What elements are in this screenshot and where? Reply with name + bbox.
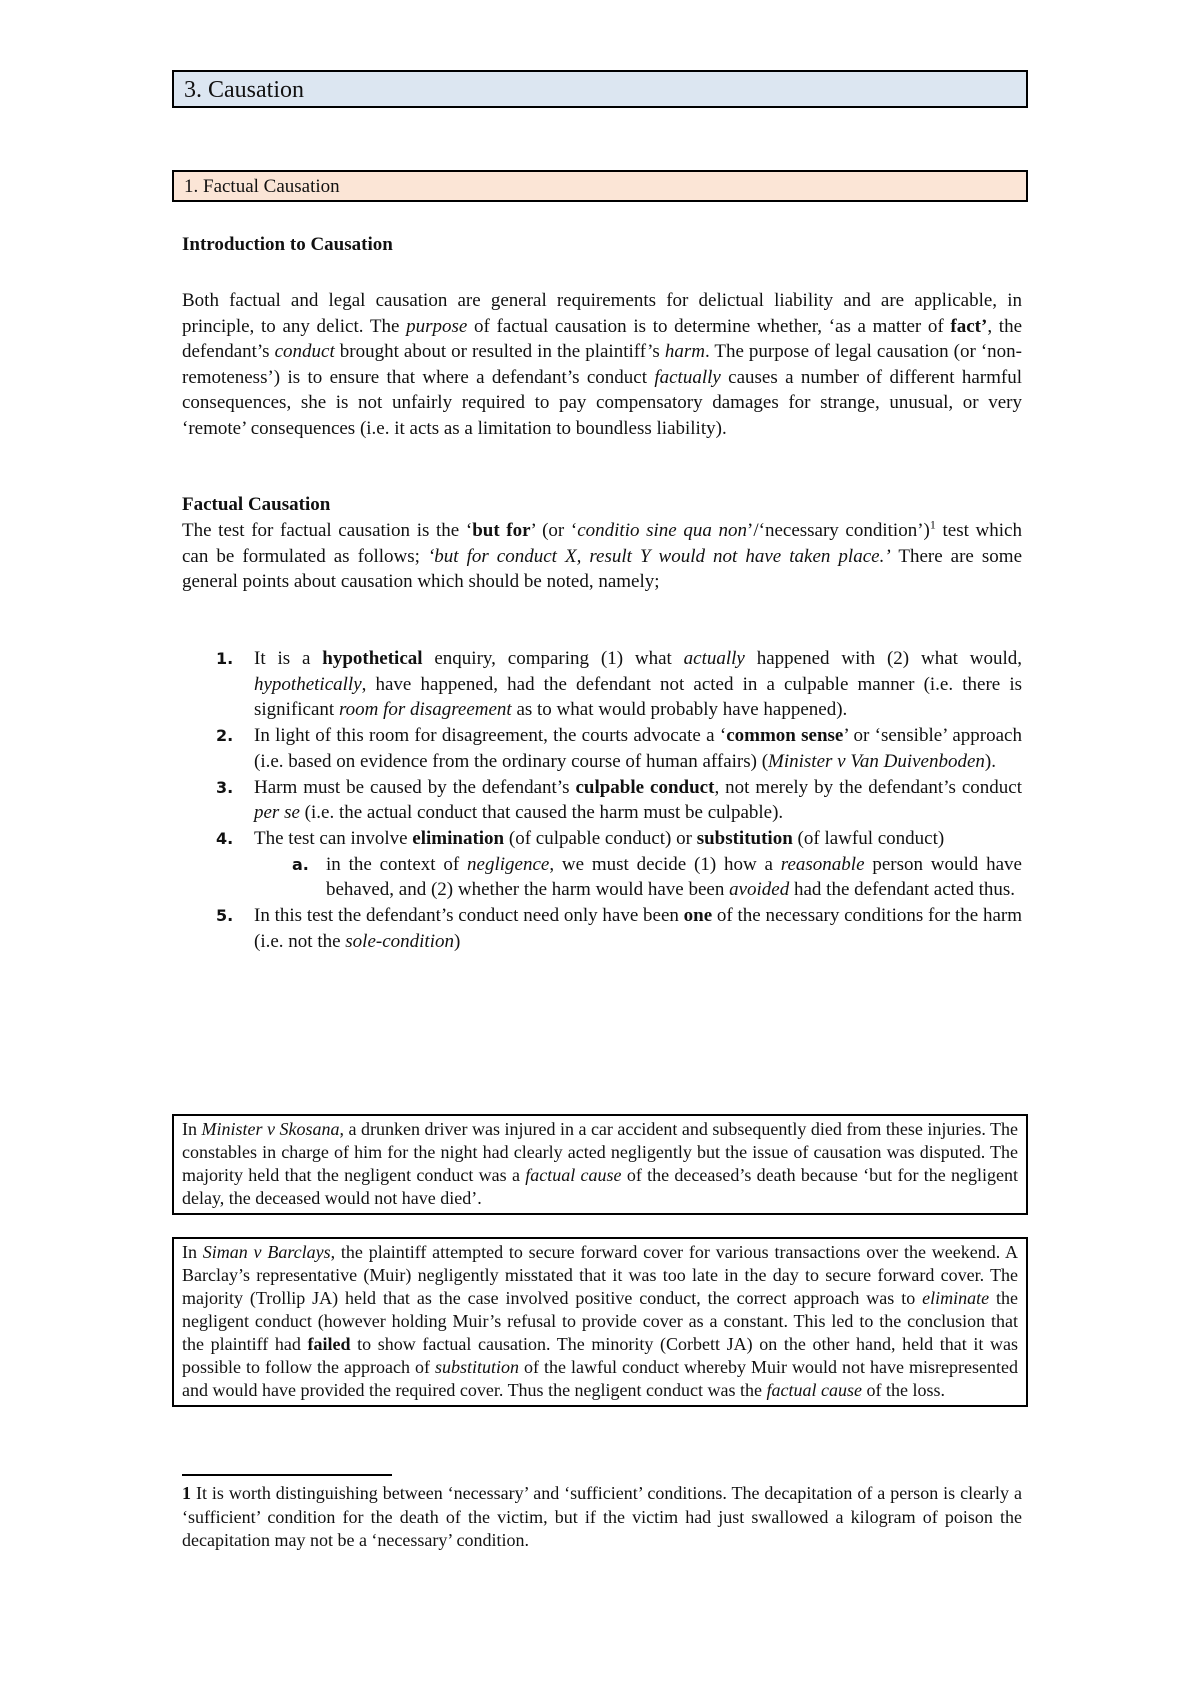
- section-title-box: [172, 170, 1028, 202]
- intro-paragraph: Both factual and legal causation are general requirements for delictual liability and are applicable, in principle, to any delict. The purpose of factual causation is to determine whether, ‘as a matter of fact’, the defendant’s conduct brought about or resulted in the plaintiff’s harm. The purpose of legal causation (or ‘non-remoteness’) is to ensure that where a defendant’s conduct factually causes a number of different harmful consequences, she is not unfairly required to pay compensatory damages for strange, unusual, or very ‘remote’ consequences (i.e. it acts as a limitation to boundless liability).: [182, 290, 1022, 439]
- points-list: [182, 646, 1022, 954]
- factual-paragraph: The test for factual causation is the ‘but for’ (or ‘conditio sine qua non’/‘necessary condition’)$^1$ test which can be formulated as follows; ‘but for conduct X, result Y would not have taken place.’ There are some general points about causation which should be noted, namely;: [182, 517, 1023, 592]
- list-item: 3. Harm must be caused by the defendant’s culpable conduct, not merely by the defendant’s conduct per se (i.e. the actual conduct that caused the harm must be culpable).: [216, 776, 1022, 824]
- chapter-title-box: [172, 70, 1028, 108]
- list-item: 5. In this test the defendant’s conduct need only have been one of the necessary conditions for the harm (i.e. not the sole-condition): [216, 905, 1022, 952]
- factual-heading: Factual Causation: [182, 494, 331, 515]
- case-box-siman: In Siman v Barclays, the plaintiff attempted to secure forward cover for various transactions over the weekend. A Barclay’s representative (Muir) negligently misstated that it was too late in the day to secure forward cover. The majority (Trollip JA) held that as the case involved positive conduct, the correct approach was to eliminate the negligent conduct (however holding Muir’s refusal to provide cover as a constant. This led to the conclusion that the plaintiff had failed to show factual causation. The minority (Corbett JA) on the other hand, held that it was possible to follow the approach of substitution of the lawful conduct whereby Muir would not have misrepresented and would have provided the required cover. Thus the negligent conduct was the factual cause of the loss.: [172, 1237, 1028, 1407]
- chapter-title: 3. Causation: [184, 77, 304, 103]
- footnote-divider: [182, 1474, 392, 1476]
- list-item: 2. In light of this room for disagreement, the courts advocate a ‘common sense’ or ‘sensible’ approach (i.e. based on evidence from the ordinary course of human affairs) (Minister v Van Duivenboden).: [216, 725, 1022, 772]
- case-box-skosana: In Minister v Skosana, a drunken driver was injured in a car accident and subsequently died from these injuries. The constables in charge of him for the night had clearly acted negligently but the issue of causation was disputed. The majority held that the negligent conduct was a factual cause of the deceased’s death because ‘but for the negligent delay, the deceased would not have died’.: [172, 1114, 1028, 1215]
- footnote: 1 It is worth distinguishing between ‘necessary’ and ‘sufficient’ conditions. The decapitation of a person is clearly a ‘sufficient’ condition for the death of the victim, but if the victim had just swallowed a kilogram of poison the decapitation may not be a ‘necessary’ condition.: [182, 1483, 1022, 1550]
- section-title: 1. Factual Causation: [184, 176, 340, 197]
- sub-list-item: a. in the context of negligence, we must decide (1) how a reasonable person would have behaved, and (2) whether the harm would have been avoided had the defendant acted thus.: [292, 853, 1022, 901]
- intro-heading: Introduction to Causation: [182, 234, 393, 255]
- list-item: 4. The test can involve elimination (of culpable conduct) or substitution (of lawful conduct): [216, 827, 945, 849]
- footnote-reference[interactable]: 1: [929, 517, 936, 532]
- list-item: 1. It is a hypothetical enquiry, comparing (1) what actually happened with (2) what would, hypothetically, have happened, had the defendant not acted in a culpable manner (i.e. there is significant room for disagreement as to what would probably have happened).: [216, 648, 1022, 721]
- footnote-number: 1: [182, 1483, 191, 1503]
